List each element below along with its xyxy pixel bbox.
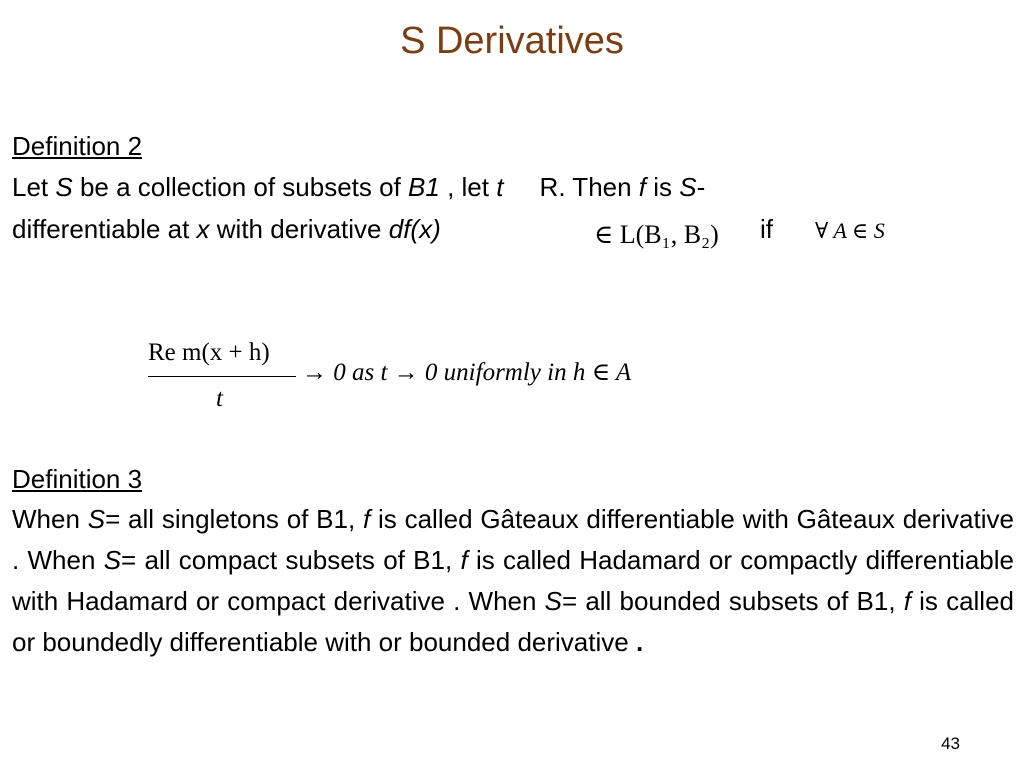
period: . bbox=[635, 627, 644, 657]
if-text: if bbox=[760, 214, 773, 244]
text: - bbox=[696, 172, 706, 202]
set-s: S bbox=[87, 504, 106, 534]
definition-3-paragraph bbox=[12, 499, 1014, 663]
set-s: S bbox=[679, 172, 697, 202]
text: is bbox=[646, 172, 680, 202]
member-of-l-b1-b2: ∈ L(B₁, B₂) bbox=[594, 220, 719, 249]
definition-3-heading: Definition 3 bbox=[12, 464, 143, 494]
set-s: S bbox=[103, 545, 122, 575]
definition-2-heading: Definition 2 bbox=[12, 131, 143, 161]
text: Let bbox=[12, 172, 56, 202]
text: = all compact subsets of B1, bbox=[121, 545, 461, 575]
definition-2-line-1 bbox=[12, 172, 705, 203]
function-f: f bbox=[903, 586, 911, 616]
slide-title: S Derivatives bbox=[400, 20, 624, 62]
space-b1: B1 bbox=[408, 172, 440, 202]
derivative-dfx: df(x) bbox=[388, 214, 441, 244]
page-number: 43 bbox=[941, 734, 960, 753]
text: differentiable at bbox=[12, 214, 197, 244]
function-f: f bbox=[363, 504, 371, 534]
text: with derivative bbox=[209, 214, 389, 244]
text: be a collection of subsets of bbox=[72, 172, 409, 202]
text: When bbox=[12, 504, 88, 534]
set-s: S bbox=[544, 586, 562, 616]
set-s: S bbox=[55, 172, 73, 202]
forall-a-in-s: ∀ A ∈ S bbox=[815, 218, 885, 243]
fraction-denominator: t bbox=[216, 385, 223, 412]
text: , let bbox=[439, 172, 497, 202]
text: = all bounded subsets of B1, bbox=[561, 586, 904, 616]
fraction-numerator: Re m(x + h) bbox=[148, 339, 270, 366]
text: = all singletons of B1, bbox=[105, 504, 363, 534]
fraction-bar bbox=[148, 376, 296, 377]
variable-t: t bbox=[496, 172, 504, 202]
limit-condition: → 0 as t → 0 uniformly in h ∈ A bbox=[302, 359, 632, 386]
function-f: f bbox=[460, 545, 468, 575]
function-f: f bbox=[638, 172, 647, 202]
text: is called or boundedly differentiable with or bounded derivative bbox=[12, 586, 1015, 657]
text: is called Hadamard or compactly differentiable with Hadamard or compact derivative . When bbox=[12, 545, 1015, 616]
text: is called Gâteaux differentiable with Gâteaux derivative . When bbox=[12, 504, 1014, 575]
variable-x: x bbox=[196, 214, 210, 244]
text: R. Then bbox=[503, 172, 639, 202]
definition-2-line-2 bbox=[12, 214, 441, 245]
